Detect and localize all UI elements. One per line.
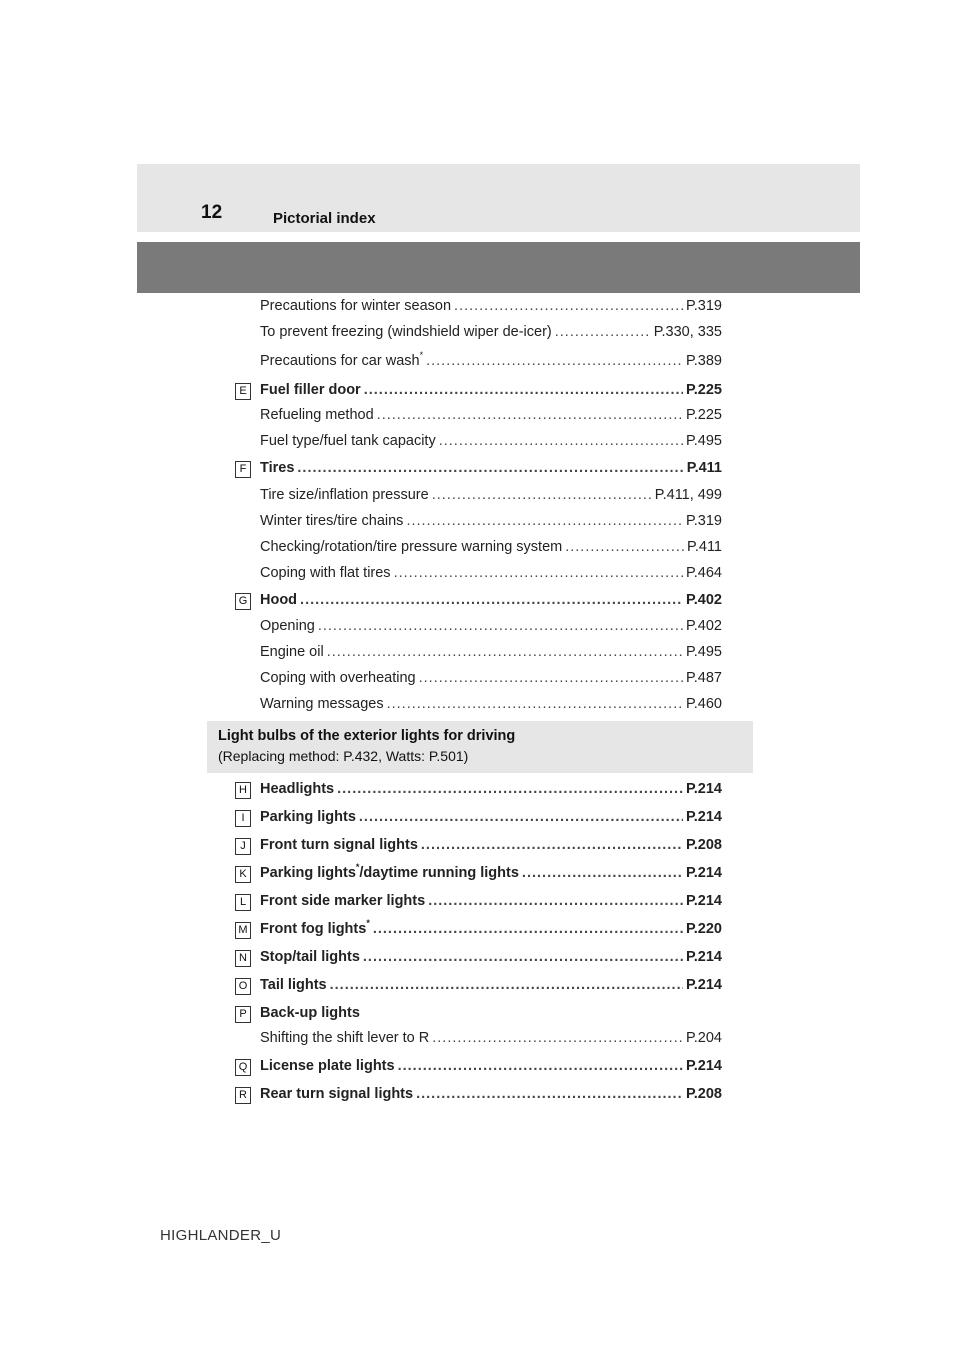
entry-page-ref: P.487 (685, 670, 722, 686)
leader-dots (363, 946, 683, 968)
index-badge-p: P (235, 1006, 251, 1023)
index-badge-e: E (235, 383, 251, 400)
footnote-asterisk: * (355, 862, 360, 873)
index-entry[interactable] (260, 806, 722, 828)
index-badge-n: N (235, 950, 251, 967)
leader-dots (454, 295, 683, 317)
index-badge-j: J (235, 838, 251, 855)
leader-dots (406, 510, 683, 532)
index-badge-k: K (235, 866, 251, 883)
entry-page-ref: P.495 (685, 433, 722, 449)
index-entry[interactable] (260, 834, 722, 856)
entry-label: Opening (260, 618, 315, 634)
entry-page-ref: P.402 (685, 618, 722, 634)
leader-dots (373, 918, 683, 940)
leader-dots (416, 1083, 683, 1105)
leader-dots (522, 862, 683, 884)
index-entry[interactable] (260, 778, 722, 800)
entry-page-ref: P.214 (685, 809, 722, 825)
header-divider-band (137, 242, 860, 293)
entry-page-ref: P.495 (685, 644, 722, 660)
index-entry[interactable] (260, 1055, 722, 1077)
leader-dots (387, 693, 683, 715)
index-entry[interactable] (260, 350, 722, 372)
entry-label: Tires (260, 460, 295, 476)
entry-page-ref: P.402 (685, 592, 722, 608)
entry-label: Refueling method (260, 407, 374, 423)
leader-dots (300, 589, 683, 611)
index-entry[interactable] (260, 615, 722, 637)
index-entry[interactable] (260, 890, 722, 912)
entry-label: Engine oil (260, 644, 324, 660)
entry-page-ref: P.214 (685, 893, 722, 909)
index-entry[interactable] (260, 321, 722, 343)
entry-page-ref: P.319 (685, 298, 722, 314)
entry-label: Stop/tail lights (260, 949, 360, 965)
section-title: Light bulbs of the exterior lights for driving (218, 728, 516, 744)
entry-page-ref: P.214 (685, 949, 722, 965)
entry-label: Shifting the shift lever to R (260, 1030, 430, 1046)
index-entry[interactable] (260, 562, 722, 584)
index-entry[interactable] (260, 667, 722, 689)
index-badge-h: H (235, 782, 251, 799)
index-entry[interactable] (260, 1002, 722, 1024)
leader-dots (337, 778, 683, 800)
entry-label: Fuel type/fuel tank capacity (260, 433, 436, 449)
index-badge-g: G (235, 593, 251, 610)
entry-page-ref: P.220 (685, 921, 722, 937)
leader-dots (421, 834, 683, 856)
entry-label: To prevent freezing (windshield wiper de-icer) (260, 324, 552, 340)
leader-dots (330, 974, 683, 996)
entry-label: Hood (260, 592, 298, 608)
index-entry[interactable] (260, 862, 722, 884)
index-entry[interactable] (260, 404, 722, 426)
index-badge-l: L (235, 894, 251, 911)
entry-label: Tail lights (260, 977, 327, 993)
entry-page-ref: P.411, 499 (654, 487, 722, 503)
footnote-asterisk: * (419, 350, 424, 361)
index-entry[interactable] (260, 536, 722, 558)
entry-page-ref: P.225 (685, 382, 722, 398)
leader-dots (377, 404, 683, 426)
entry-label: Front fog lights* (260, 918, 370, 937)
leader-dots (555, 321, 651, 343)
leader-dots (428, 890, 683, 912)
index-entry[interactable] (260, 457, 722, 479)
index-entry[interactable] (260, 510, 722, 532)
index-badge-r: R (235, 1087, 251, 1104)
index-badge-o: O (235, 978, 251, 995)
entry-label: Back-up lights (260, 1005, 360, 1021)
leader-dots (565, 536, 684, 558)
entry-page-ref: P.411 (686, 460, 722, 476)
page-header (137, 164, 860, 232)
index-entry[interactable] (260, 1083, 722, 1105)
leader-dots (398, 1055, 683, 1077)
leader-dots (327, 641, 683, 663)
index-badge-q: Q (235, 1059, 251, 1076)
entry-label: License plate lights (260, 1058, 395, 1074)
section-subtitle: (Replacing method: P.432, Watts: P.501) (218, 748, 469, 764)
entry-label: Checking/rotation/tire pressure warning system (260, 539, 563, 555)
index-entry[interactable] (260, 430, 722, 452)
index-entry[interactable] (260, 946, 722, 968)
leader-dots (394, 562, 683, 584)
entry-label: Warning messages (260, 696, 384, 712)
index-entry[interactable] (260, 974, 722, 996)
leader-dots (318, 615, 683, 637)
index-entry[interactable] (260, 379, 722, 401)
entry-page-ref: P.460 (685, 696, 722, 712)
entry-label: Tire size/inflation pressure (260, 487, 429, 503)
entry-label: Rear turn signal lights (260, 1086, 414, 1102)
leader-dots (419, 667, 683, 689)
entry-page-ref: P.204 (685, 1030, 722, 1046)
entry-page-ref: P.411 (687, 539, 722, 555)
index-entry[interactable] (260, 589, 722, 611)
entry-page-ref: P.214 (685, 1058, 722, 1074)
entry-label: Coping with overheating (260, 670, 416, 686)
entry-page-ref: P.208 (685, 1086, 722, 1102)
leader-dots (439, 430, 683, 452)
index-entry[interactable] (260, 918, 722, 940)
entry-label: Parking lights*/daytime running lights (260, 862, 519, 881)
leader-dots (359, 806, 683, 828)
index-badge-m: M (235, 922, 251, 939)
leader-dots (297, 457, 683, 479)
entry-page-ref: P.214 (685, 977, 722, 993)
index-entry[interactable] (260, 1027, 722, 1049)
leader-dots (432, 1027, 683, 1049)
entry-label: Precautions for winter season (260, 298, 452, 314)
entry-page-ref: P.330, 335 (653, 324, 722, 340)
entry-label: Front turn signal lights (260, 837, 418, 853)
entry-page-ref: P.208 (685, 837, 722, 853)
entry-page-ref: P.319 (685, 513, 722, 529)
entry-label: Headlights (260, 781, 335, 797)
footer-model-code: HIGHLANDER_U (160, 1227, 282, 1244)
index-badge-i: I (235, 810, 251, 827)
entry-label: Precautions for car wash* (260, 350, 424, 369)
entry-label: Fuel filler door (260, 382, 361, 398)
page-title: Pictorial index (273, 210, 376, 227)
entry-page-ref: P.214 (685, 865, 722, 881)
index-entry[interactable] (260, 484, 722, 506)
entry-label: Front side marker lights (260, 893, 426, 909)
footnote-asterisk: * (366, 918, 370, 929)
index-entry[interactable] (260, 693, 722, 715)
index-entry[interactable] (260, 641, 722, 663)
entry-page-ref: P.389 (685, 353, 722, 369)
page-number: 12 (201, 202, 223, 223)
index-badge-f: F (235, 461, 251, 478)
entry-label: Winter tires/tire chains (260, 513, 404, 529)
leader-dots (426, 350, 683, 372)
entry-label: Coping with flat tires (260, 565, 391, 581)
entry-page-ref: P.214 (685, 781, 722, 797)
entry-label: Parking lights (260, 809, 356, 825)
entry-page-ref: P.225 (685, 407, 722, 423)
leader-dots (432, 484, 652, 506)
index-entry[interactable] (260, 295, 722, 317)
leader-dots (364, 379, 683, 401)
entry-page-ref: P.464 (685, 565, 722, 581)
section-heading-box (207, 721, 753, 773)
